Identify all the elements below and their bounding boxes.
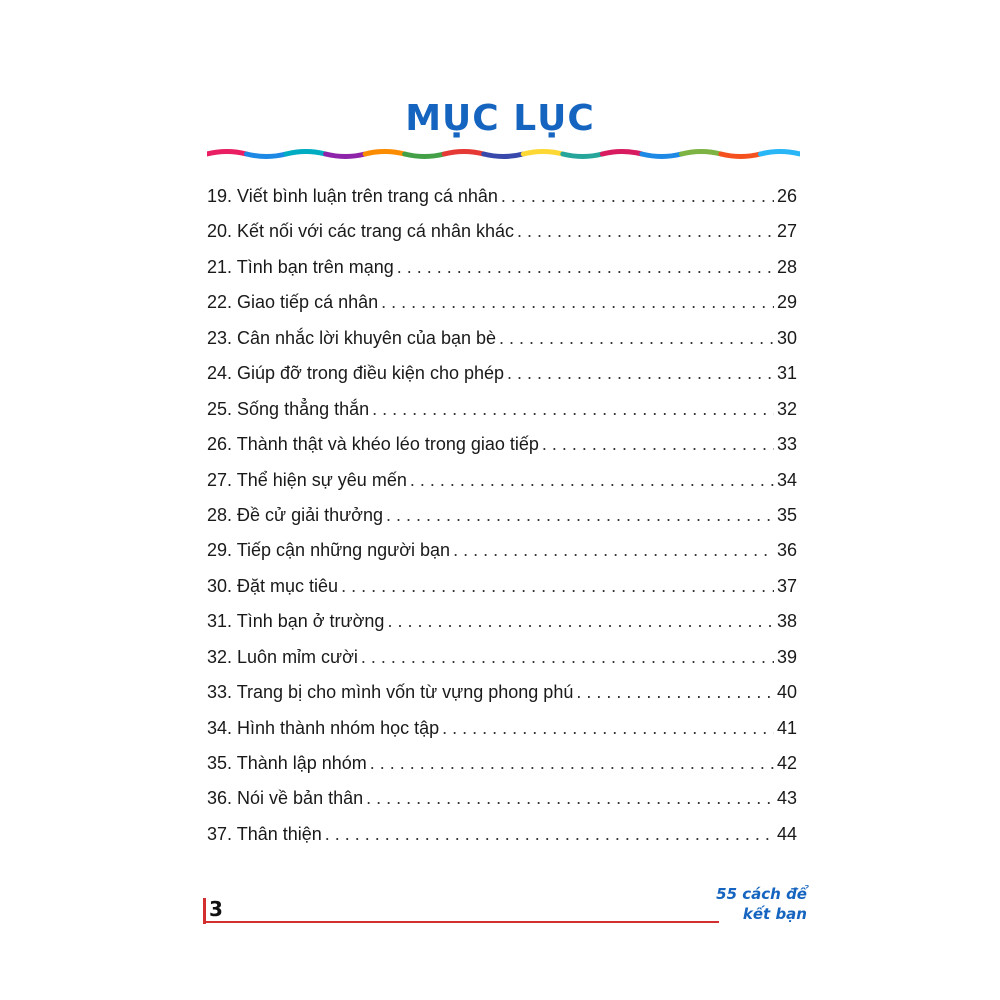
toc-entry-page: 41 <box>776 717 797 738</box>
toc-entry-29[interactable] <box>207 533 797 568</box>
toc-leader-dots <box>499 321 774 356</box>
toc-leader-dots <box>410 463 774 498</box>
toc-leader-dots <box>325 817 774 852</box>
toc-entry-label: 22. Giao tiếp cá nhân <box>207 292 379 313</box>
toc-leader-dots <box>341 569 774 604</box>
toc-entry-label: 23. Cân nhắc lời khuyên của bạn bè <box>207 327 497 348</box>
table-of-contents <box>207 179 797 852</box>
toc-entry-page: 44 <box>776 823 797 844</box>
toc-leader-dots <box>507 356 774 391</box>
toc-entry-label: 30. Đặt mục tiêu <box>207 575 339 596</box>
toc-entry-page: 30 <box>776 327 797 348</box>
toc-entry-label: 36. Nói về bản thân <box>207 788 364 809</box>
book-title-line-2: kết bạn <box>742 905 807 923</box>
toc-leader-dots <box>366 781 774 816</box>
toc-entry-label: 24. Giúp đỡ trong điều kiện cho phép <box>207 363 505 384</box>
toc-entry-page: 28 <box>776 256 797 277</box>
toc-entry-label: 34. Hình thành nhóm học tập <box>207 717 440 738</box>
toc-entry-26[interactable] <box>207 427 797 462</box>
toc-entry-label: 32. Luôn mỉm cười <box>207 646 358 667</box>
toc-entry-24[interactable] <box>207 356 797 391</box>
wave-segment <box>642 154 682 157</box>
toc-entry-label: 26. Thành thật và khéo léo trong giao tiếp <box>207 434 539 455</box>
toc-entry-page: 33 <box>776 434 797 455</box>
toc-entry-page: 35 <box>776 504 797 525</box>
toc-leader-dots <box>370 746 774 781</box>
toc-entry-31[interactable] <box>207 604 797 639</box>
wave-segment <box>523 152 563 155</box>
toc-entry-28[interactable] <box>207 498 797 533</box>
toc-leader-dots <box>453 533 774 568</box>
toc-entry-36[interactable] <box>207 781 797 816</box>
toc-entry-label: 20. Kết nối với các trang cá nhân khác <box>207 221 514 242</box>
toc-entry-19[interactable] <box>207 179 797 214</box>
toc-leader-dots <box>381 285 774 320</box>
wave-segment <box>207 152 247 155</box>
toc-entry-page: 27 <box>776 221 797 242</box>
book-title-logo <box>712 884 807 924</box>
toc-entry-page: 34 <box>776 469 797 490</box>
toc-entry-35[interactable] <box>207 746 797 781</box>
wave-segment <box>602 152 642 155</box>
toc-entry-21[interactable] <box>207 250 797 285</box>
wave-segment <box>365 152 405 155</box>
toc-entry-label: 25. Sống thẳng thắn <box>207 398 370 419</box>
toc-entry-label: 27. Thể hiện sự yêu mến <box>207 469 407 490</box>
toc-leader-dots <box>501 179 774 214</box>
toc-entry-page: 42 <box>776 753 797 773</box>
toc-entry-label: 33. Trang bị cho mình vốn từ vựng phong phú <box>207 682 574 703</box>
footer-rule <box>206 921 719 923</box>
toc-entry-page: 43 <box>776 788 797 809</box>
wave-segment <box>721 154 761 157</box>
wave-segment <box>563 154 603 157</box>
toc-entry-page: 40 <box>776 682 797 703</box>
toc-entry-page: 32 <box>776 398 797 419</box>
toc-leader-dots <box>386 498 774 533</box>
toc-entry-label: 19. Viết bình luận trên trang cá nhân <box>207 186 498 206</box>
toc-entry-33[interactable] <box>207 675 797 710</box>
toc-entry-label: 31. Tình bạn ở trường <box>207 611 385 632</box>
wave-segment <box>760 152 800 155</box>
toc-leader-dots <box>387 604 774 639</box>
toc-entry-22[interactable] <box>207 285 797 320</box>
toc-entry-30[interactable] <box>207 569 797 604</box>
toc-entry-37[interactable] <box>207 817 797 852</box>
toc-entry-page: 36 <box>776 540 797 561</box>
wave-segment <box>247 154 287 157</box>
wave-segment <box>444 152 484 155</box>
toc-entry-page: 37 <box>776 575 797 596</box>
page-title: MỤC LỤC <box>405 98 595 139</box>
toc-leader-dots <box>397 250 774 285</box>
wave-segment <box>681 152 721 155</box>
toc-entry-page: 39 <box>776 646 797 667</box>
toc-leader-dots <box>542 427 774 462</box>
toc-leader-dots <box>372 392 774 427</box>
toc-entry-page: 31 <box>776 363 797 384</box>
toc-leader-dots <box>442 711 774 746</box>
wave-segment <box>326 154 366 157</box>
wave-segment <box>286 152 326 155</box>
toc-entry-20[interactable] <box>207 214 797 249</box>
toc-entry-label: 37. Thân thiện <box>207 823 322 844</box>
toc-entry-23[interactable] <box>207 321 797 356</box>
toc-leader-dots <box>576 675 774 710</box>
toc-entry-32[interactable] <box>207 640 797 675</box>
toc-leader-dots <box>361 640 774 675</box>
toc-entry-34[interactable] <box>207 711 797 746</box>
toc-entry-27[interactable] <box>207 463 797 498</box>
toc-entry-page: 26 <box>776 186 797 206</box>
toc-entry-page: 29 <box>776 292 797 313</box>
toc-entry-page: 38 <box>776 611 797 632</box>
toc-leader-dots <box>517 214 774 249</box>
toc-entry-label: 21. Tình bạn trên mạng <box>207 256 394 277</box>
toc-entry-25[interactable] <box>207 392 797 427</box>
wave-segment <box>484 154 524 157</box>
toc-entry-label: 29. Tiếp cận những người bạn <box>207 540 451 561</box>
rainbow-wave-divider <box>207 146 800 162</box>
wave-segment <box>405 154 445 157</box>
page-number: 3 <box>209 897 223 921</box>
toc-entry-label: 35. Thành lập nhóm <box>207 753 367 773</box>
book-title-line-1: 55 cách để <box>716 885 807 903</box>
toc-entry-label: 28. Đề cử giải thưởng <box>207 504 383 525</box>
